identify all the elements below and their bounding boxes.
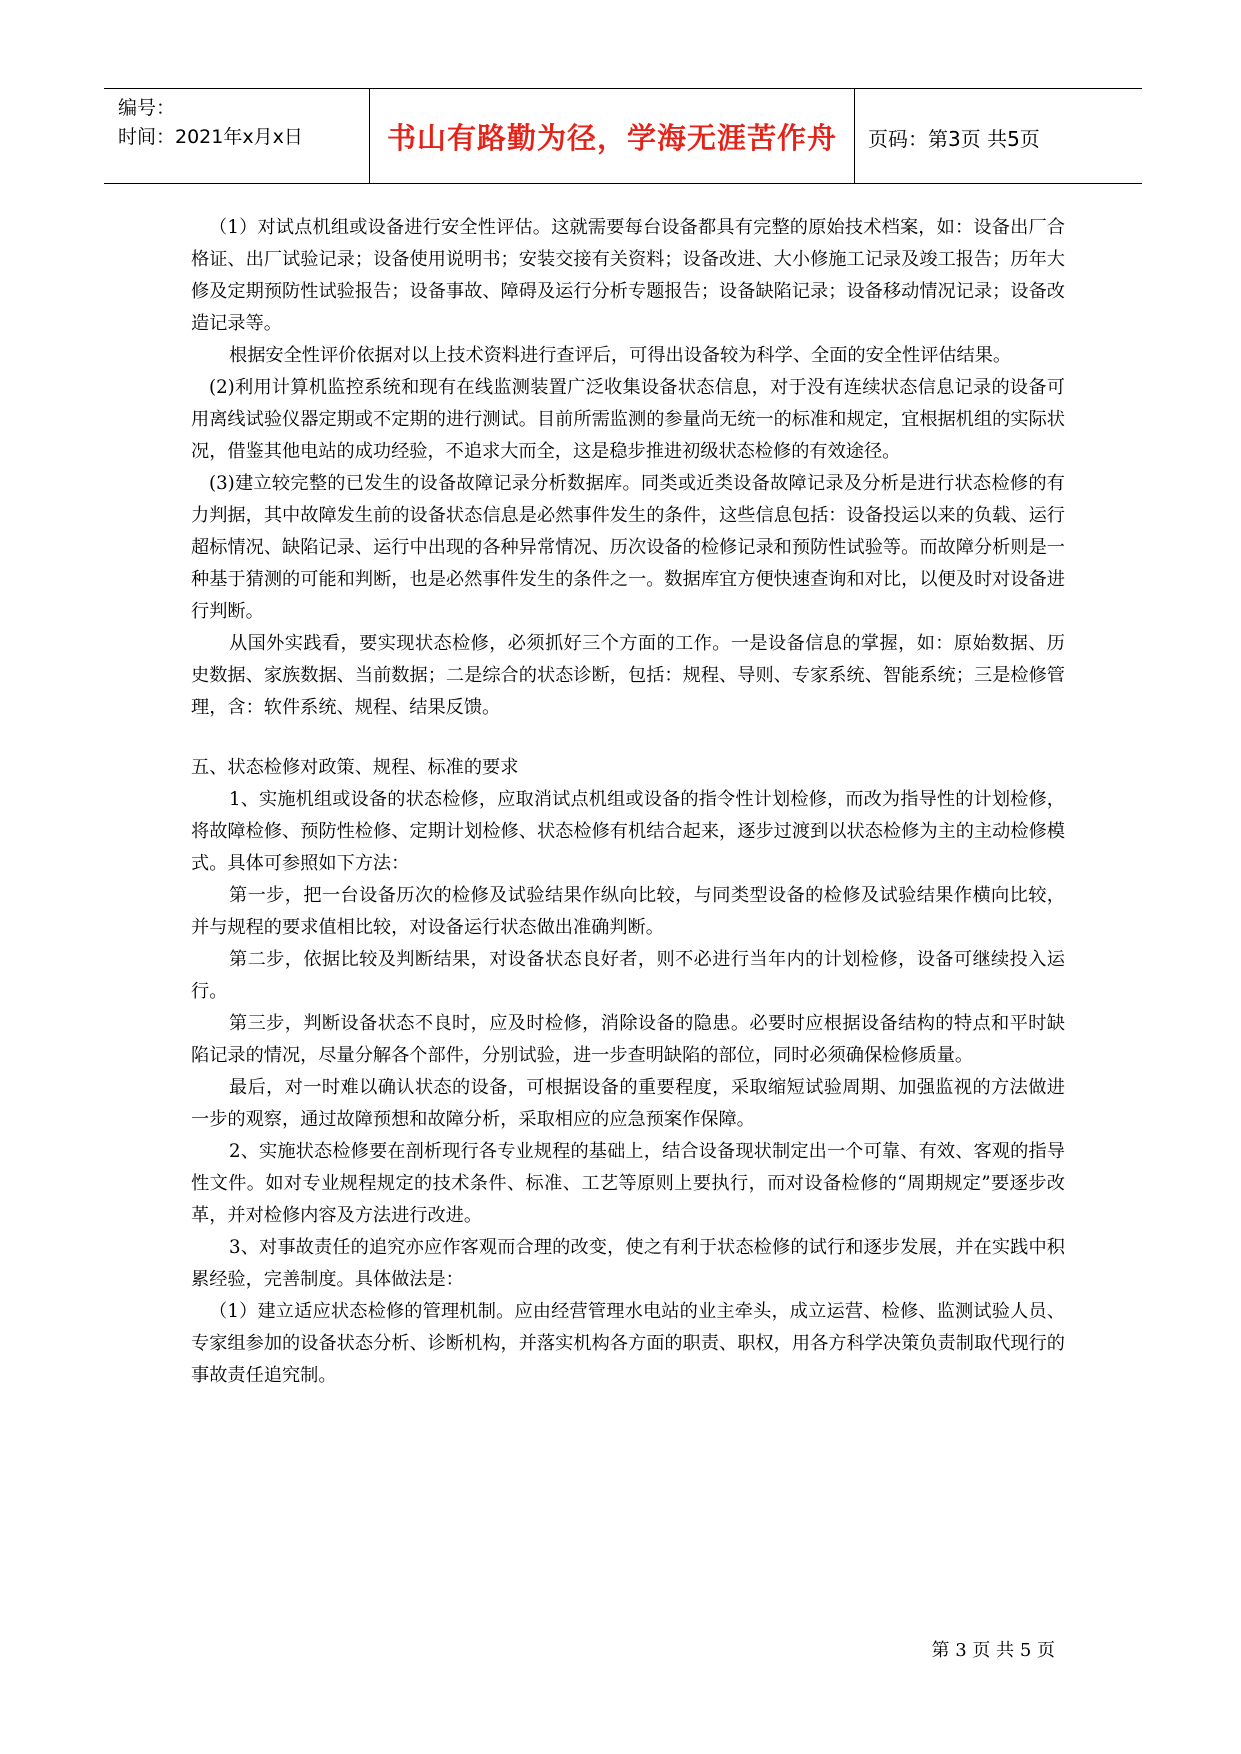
paragraph-item-1: 1、实施机组或设备的状态检修，应取消试点机组或设备的指令性计划检修，而改为指导性的计划检修，将故障检修、预防性检修、定期计划检修、状态检修有机结合起来，逐步过渡到以状态检修为主的主动检修模式。具体可参照如下方法： (191, 789, 1065, 874)
header-page-cell (856, 89, 1142, 183)
paragraph-monitoring-system: (2)利用计算机监控系统和现有在线监测装置广泛收集设备状态信息，对于没有连续状态信息记录的设备可用离线试验仪器定期或不定期的进行测试。目前所需监测的参量尚无统一的标准和规定，宜根据机组的实际状况，借鉴其他电站的成功经验，不追求大而全，这是稳步推进初级状态检修的有效途径。 (191, 377, 1065, 462)
paragraph-foreign-practice: 从国外实践看，要实现状态检修，必须抓好三个方面的工作。一是设备信息的掌握，如：原始数据、历史数据、家族数据、当前数据；二是综合的状态诊断，包括：规程、导则、专家系统、智能系统；三是检修管理，含：软件系统、规程、结果反馈。 (191, 633, 1065, 718)
paragraph-item-3: 3、对事故责任的追究亦应作客观而合理的改变，使之有利于状态检修的试行和逐步发展，并在实践中积累经验，完善制度。具体做法是： (191, 1237, 1065, 1290)
paragraph-fault-database: (3)建立较完整的已发生的设备故障记录分析数据库。同类或近类设备故障记录及分析是进行状态检修的有力判据，其中故障发生前的设备状态信息是必然事件发生的条件，这些信息包括：设备投运以来的负载、运行超标情况、缺陷记录、运行中出现的各种异常情况、历次设备的检修记录和预防性试验等。而故障分析则是一种基于猜测的可能和判断，也是必然事件发生的条件之一。数据库宜方便快速查询和对比，以便及时对设备进行判断。 (191, 473, 1065, 622)
document-body (191, 212, 1065, 1392)
page-header (104, 88, 1142, 184)
header-meta-cell (104, 89, 370, 183)
header-page-info: 页码：第3页 共5页 (868, 127, 1040, 151)
serial-number-label: 编号： (118, 97, 176, 119)
paragraph-safety-evaluation: （1）对试点机组或设备进行安全性评估。这就需要每台设备都具有完整的原始技术档案，如：设备出厂合格证、出厂试验记录；设备使用说明书；安装交接有关资料；设备改进、大小修施工记录及竣工报告；历年大修及定期预防性试验报告；设备事故、障碍及运行分析专题报告；设备缺陷记录；设备移动情况记录；设备改造记录等。 (191, 217, 1065, 334)
paragraph-finally: 最后，对一时难以确认状态的设备，可根据设备的重要程度，采取缩短试验周期、加强监视的方法做进一步的观察，通过故障预想和故障分析，采取相应的应急预案作保障。 (191, 1077, 1065, 1130)
section-heading-5: 五、状态检修对政策、规程、标准的要求 (191, 757, 519, 778)
date-label: 时间：2021年x月x日 (118, 126, 303, 148)
header-motto: 书山有路勤为径，学海无涯苦作舟 (386, 121, 837, 155)
paragraph-step-1: 第一步，把一台设备历次的检修及试验结果作纵向比较，与同类型设备的检修及试验结果作横向比较，并与规程的要求值相比较，对设备运行状态做出准确判断。 (191, 885, 1065, 938)
paragraph-management-mechanism: （1）建立适应状态检修的管理机制。应由经营管理水电站的业主牵头，成立运营、检修、监测试验人员、专家组参加的设备状态分析、诊断机构，并落实机构各方面的职责、职权，用各方科学决策负责制取代现行的事故责任追究制。 (191, 1301, 1065, 1386)
paragraph-item-2: 2、实施状态检修要在剖析现行各专业规程的基础上，结合设备现状制定出一个可靠、有效、客观的指导性文件。如对专业规程规定的技术条件、标准、工艺等原则上要执行，而对设备检修的“周期规定”要逐步改革，并对检修内容及方法进行改进。 (191, 1141, 1065, 1226)
paragraph-step-3: 第三步，判断设备状态不良时，应及时检修，消除设备的隐患。必要时应根据设备结构的特点和平时缺陷记录的情况，尽量分解各个部件，分别试验，进一步查明缺陷的部位，同时必须确保检修质量。 (191, 1013, 1065, 1066)
paragraph-evaluation-result: 根据安全性评价依据对以上技术资料进行查评后，可得出设备较为科学、全面的安全性评估结果。 (229, 345, 1012, 366)
page-footer: 第 3 页 共 5 页 (931, 1640, 1055, 1661)
header-motto-cell (370, 89, 855, 183)
paragraph-step-2: 第二步，依据比较及判断结果，对设备状态良好者，则不必进行当年内的计划检修，设备可继续投入运行。 (191, 949, 1065, 1002)
